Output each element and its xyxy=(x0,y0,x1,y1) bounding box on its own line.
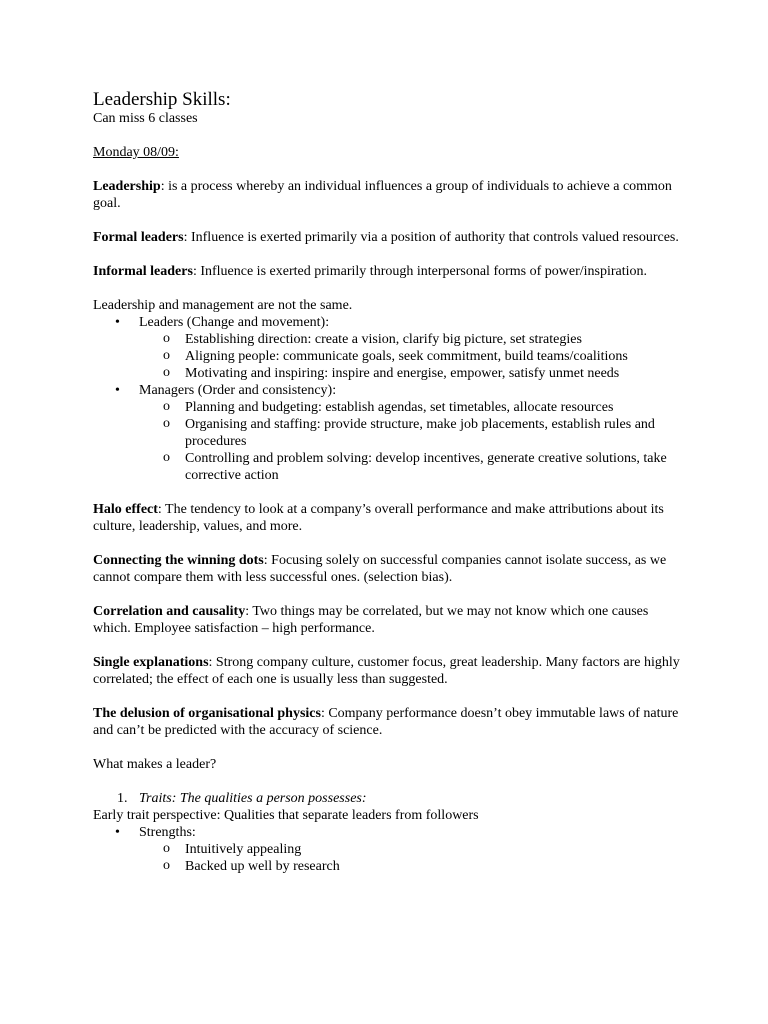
sub-item-text: Backed up well by research xyxy=(185,859,340,874)
definition-paragraph xyxy=(93,178,683,212)
sub-list-item: o Aligning people: communicate goals, seek commitment, build teams/coalitions xyxy=(93,348,683,365)
definition-term: Leadership xyxy=(93,179,161,194)
definition-paragraph xyxy=(93,263,683,280)
document-content xyxy=(93,90,683,875)
sub-list-item: o Planning and budgeting: establish agendas, set timetables, allocate resources xyxy=(93,399,683,416)
definition-paragraph xyxy=(93,603,683,637)
definition-paragraph xyxy=(93,501,683,535)
list-item xyxy=(93,824,683,841)
item-text: Traits: The qualities a person possesses: xyxy=(139,791,367,806)
question: What makes a leader? xyxy=(93,757,217,772)
definition-text: : Influence is exerted primarily via a position of authority that controls valued resources. xyxy=(183,230,679,245)
definition-term: The delusion of organisational physics xyxy=(93,706,321,721)
definition-text: : Two things may be correlated, but we may not know which one causes which. Employee satisfaction – high performance. xyxy=(93,604,649,636)
definition-text: : Strong company culture, customer focus, great leadership. Many factors are highly correlated; the effect of each one is usually less than suggested. xyxy=(93,655,680,687)
leaders-managers-list xyxy=(93,314,683,484)
list-item: • Leaders (Change and movement): xyxy=(93,314,683,331)
definitions-section-a xyxy=(93,178,683,297)
definition-term: Formal leaders xyxy=(93,230,184,245)
lm-intro: Leadership and management are not the same. xyxy=(93,298,353,313)
definition-paragraph xyxy=(93,654,683,688)
item-number: 1. xyxy=(117,791,128,806)
definition-term: Correlation and causality xyxy=(93,604,246,619)
sub-list-item: o Organising and staffing: provide structure, make job placements, establish rules and procedures xyxy=(93,416,683,450)
definition-paragraph xyxy=(93,552,683,586)
definition-term: Single explanations xyxy=(93,655,209,670)
date-heading xyxy=(93,144,683,161)
definition-paragraph xyxy=(93,229,683,246)
list-item: • Managers (Order and consistency): xyxy=(93,382,683,399)
numbered-list xyxy=(93,790,683,807)
numbered-item xyxy=(93,790,683,807)
trait-line: Early trait perspective: Qualities that separate leaders from followers xyxy=(93,808,479,823)
definition-term: Connecting the winning dots xyxy=(93,553,264,568)
definition-paragraph xyxy=(93,705,683,739)
definition-term: Informal leaders xyxy=(93,264,193,279)
definition-text: : is a process whereby an individual influences a group of individuals to achieve a common goal. xyxy=(93,179,672,211)
sub-list-item xyxy=(93,841,683,858)
definition-text: : Influence is exerted primarily through interpersonal forms of power/inspiration. xyxy=(192,264,648,279)
sub-item-text: Intuitively appealing xyxy=(185,842,302,857)
subtitle: Can miss 6 classes xyxy=(93,111,198,126)
sub-list-item: o Controlling and problem solving: develop incentives, generate creative solutions, take corrective action xyxy=(93,450,683,484)
definition-term: Halo effect xyxy=(93,502,158,517)
definitions-section-b xyxy=(93,501,683,756)
sub-list-item: o Establishing direction: create a vision, clarify big picture, set strategies xyxy=(93,331,683,348)
definition-text: : Focusing solely on successful companies cannot isolate success, as we cannot compare them with less successful ones. (selection bias). xyxy=(93,553,667,585)
sub-list-item: o Motivating and inspiring: inspire and energise, empower, satisfy unmet needs xyxy=(93,365,683,382)
strengths-list xyxy=(93,824,683,875)
date-heading-text: Monday 08/09: xyxy=(93,145,179,160)
definition-text: : The tendency to look at a company’s overall performance and make attributions about its culture, leadership, values, and more. xyxy=(93,502,664,534)
strengths-label: Strengths: xyxy=(139,825,196,840)
sub-list-item xyxy=(93,858,683,875)
definition-text: : Company performance doesn’t obey immutable laws of nature and can’t be predicted with the accuracy of science. xyxy=(93,706,679,738)
page-title: Leadership Skills: xyxy=(93,89,231,110)
